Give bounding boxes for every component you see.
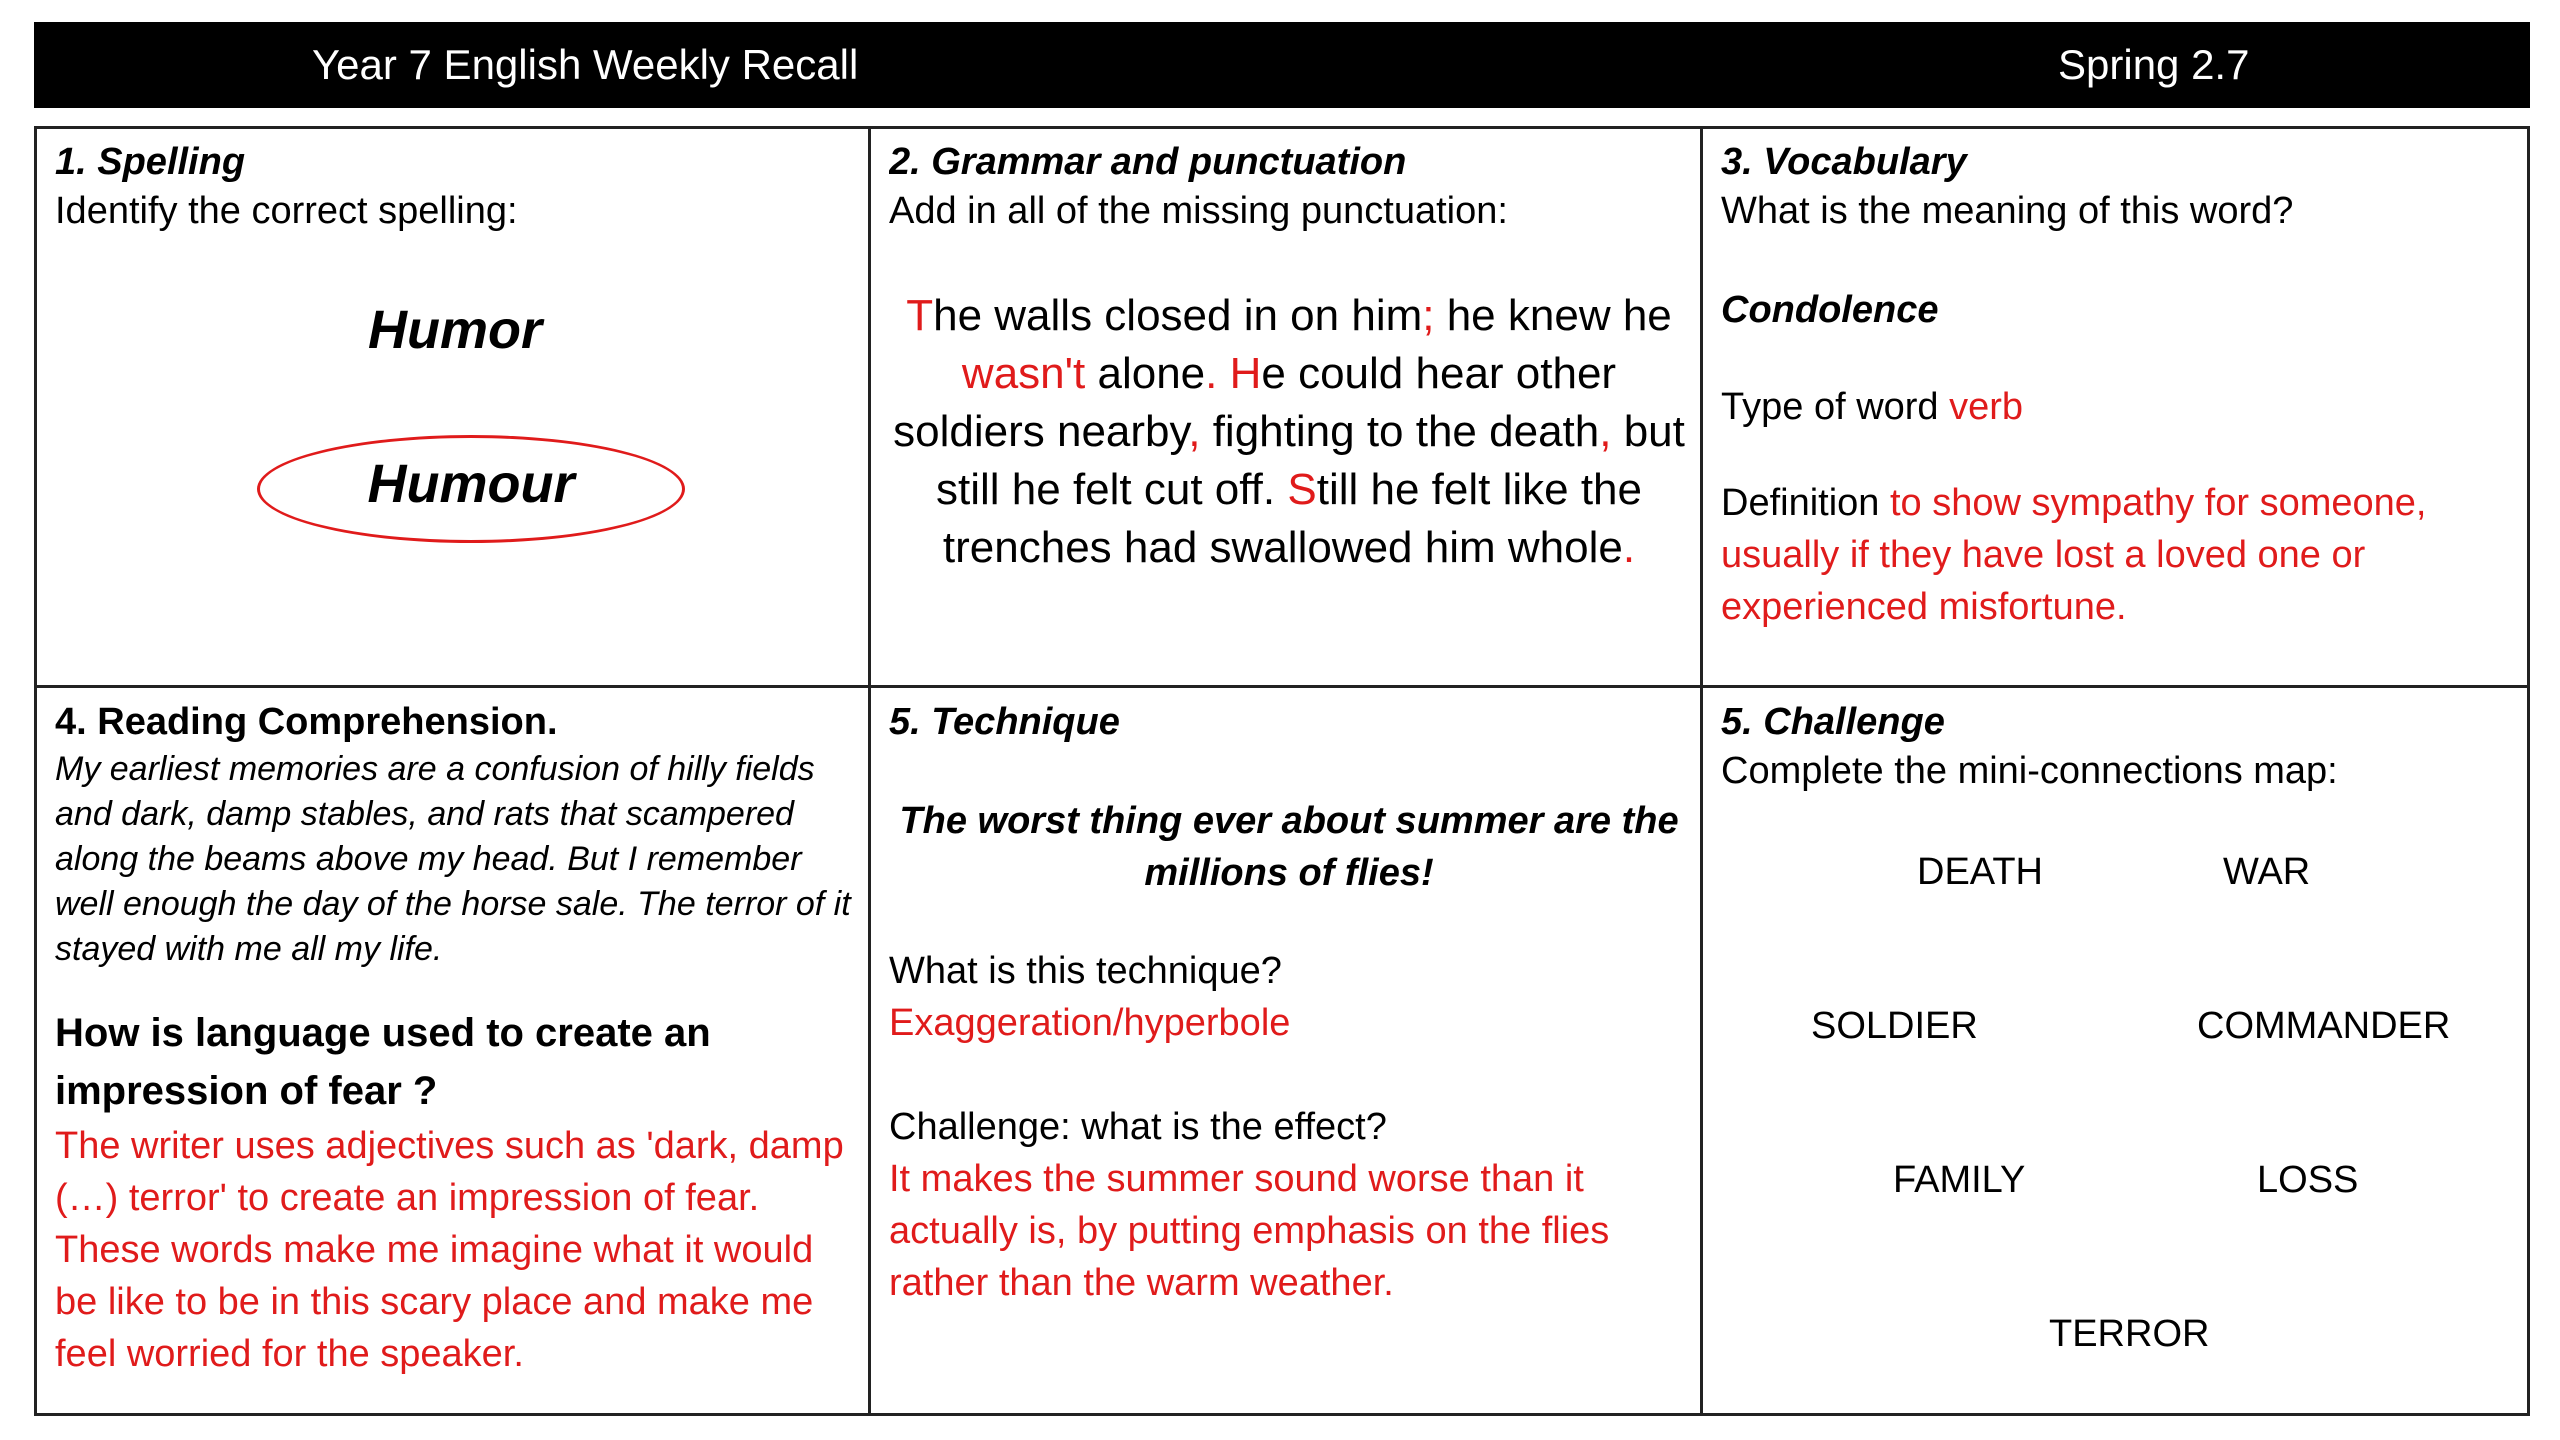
map-word: SOLDIER — [1811, 1005, 1978, 1047]
effect-answer: It makes the summer sound worse than it actually is, by putting emphasis on the flies rather than the warm weather. — [889, 1158, 1610, 1304]
spelling-cell — [55, 139, 855, 679]
map-word: COMMANDER — [2197, 1005, 2451, 1047]
spelling-option-a: Humor — [368, 300, 542, 360]
grid-divider — [37, 685, 2527, 688]
grid-divider — [1700, 129, 1703, 1413]
map-word: FAMILY — [1893, 1159, 2026, 1201]
grammar-instruction: Add in all of the missing punctuation: — [889, 190, 1508, 232]
spelling-option-b: Humour — [367, 454, 575, 514]
challenge-heading: 5. Challenge — [1721, 701, 1945, 743]
worksheet-code: Spring 2.7 — [2058, 41, 2250, 88]
word-type-label: Type of word — [1721, 386, 1939, 428]
technique-question: What is this technique? — [889, 950, 1282, 992]
passage-text: he knew he — [1434, 291, 1672, 340]
map-word: LOSS — [2257, 1159, 2359, 1201]
definition-answer: to show sympathy for someone, usually if they have lost a loved one or experienced misfortune. — [1721, 482, 2427, 628]
passage-text: fighting to the death — [1200, 407, 1600, 456]
vocabulary-cell — [1721, 139, 2511, 679]
technique-heading: 5. Technique — [889, 701, 1120, 743]
definition-line — [1721, 477, 2511, 633]
effect-question: Challenge: what is the effect? — [889, 1106, 1387, 1148]
map-word: DEATH — [1917, 851, 2043, 893]
passage-text: alone — [1085, 349, 1206, 398]
worksheet-title: Year 7 English Weekly Recall — [312, 41, 859, 88]
grammar-heading: 2. Grammar and punctuation — [889, 141, 1407, 183]
vocabulary-heading: 3. Vocabulary — [1721, 141, 1967, 183]
punctuation-correction: T — [906, 291, 934, 340]
word-type-answer: verb — [1949, 386, 2024, 428]
reading-cell — [55, 699, 855, 1409]
reading-extract: My earliest memories are a confusion of hilly fields and dark, damp stables, and rats that scampered along the beams above my head. But I remember well enough the day of the horse sale. The terror of it stayed with me all my life. — [55, 750, 851, 968]
punctuation-correction: , — [1599, 407, 1612, 456]
challenge-instruction: Complete the mini-connections map: — [1721, 750, 2338, 792]
grammar-cell — [889, 139, 1689, 679]
technique-cell — [889, 699, 1689, 1409]
reading-answer: The writer uses adjectives such as 'dark, damp (…) terror' to create an impression of fear. These words make me imagine what it would be like to be in this scary place and make me feel worried for the speaker. — [55, 1125, 844, 1375]
passage-text: but still he felt cut off. — [936, 407, 1685, 514]
header-bar — [34, 22, 2530, 108]
punctuation-correction: S — [1287, 465, 1317, 514]
grammar-passage — [889, 287, 1689, 577]
spelling-heading: 1. Spelling — [55, 141, 246, 183]
definition-label: Definition — [1721, 482, 1880, 524]
technique-sentence: The worst thing ever about summer are the millions of flies! — [899, 800, 1679, 894]
passage-text: till he felt like the trenches had swallowed him whole — [942, 465, 1642, 572]
reading-heading: 4. Reading Comprehension. — [55, 701, 558, 743]
passage-text: e could hear other soldiers nearby — [893, 349, 1617, 456]
passage-text: he walls closed in on him — [933, 291, 1423, 340]
punctuation-correction: . — [1622, 523, 1636, 572]
punctuation-correction: wasn't — [961, 349, 1086, 398]
punctuation-correction: , — [1188, 407, 1201, 456]
map-word: WAR — [2223, 851, 2311, 893]
reading-question: How is language used to create an impression of fear ? — [55, 1011, 711, 1113]
technique-answer: Exaggeration/hyperbole — [889, 1002, 1291, 1044]
challenge-cell — [1721, 699, 2511, 1409]
word-type-line — [1721, 381, 2511, 433]
map-word: TERROR — [2049, 1313, 2210, 1355]
vocabulary-instruction: What is the meaning of this word? — [1721, 190, 2294, 232]
vocabulary-word: Condolence — [1721, 289, 1939, 331]
punctuation-correction: ; — [1422, 291, 1435, 340]
spelling-instruction: Identify the correct spelling: — [55, 190, 518, 232]
grid-divider — [868, 129, 871, 1413]
punctuation-correction: . H — [1205, 349, 1262, 398]
recall-grid — [34, 126, 2530, 1416]
